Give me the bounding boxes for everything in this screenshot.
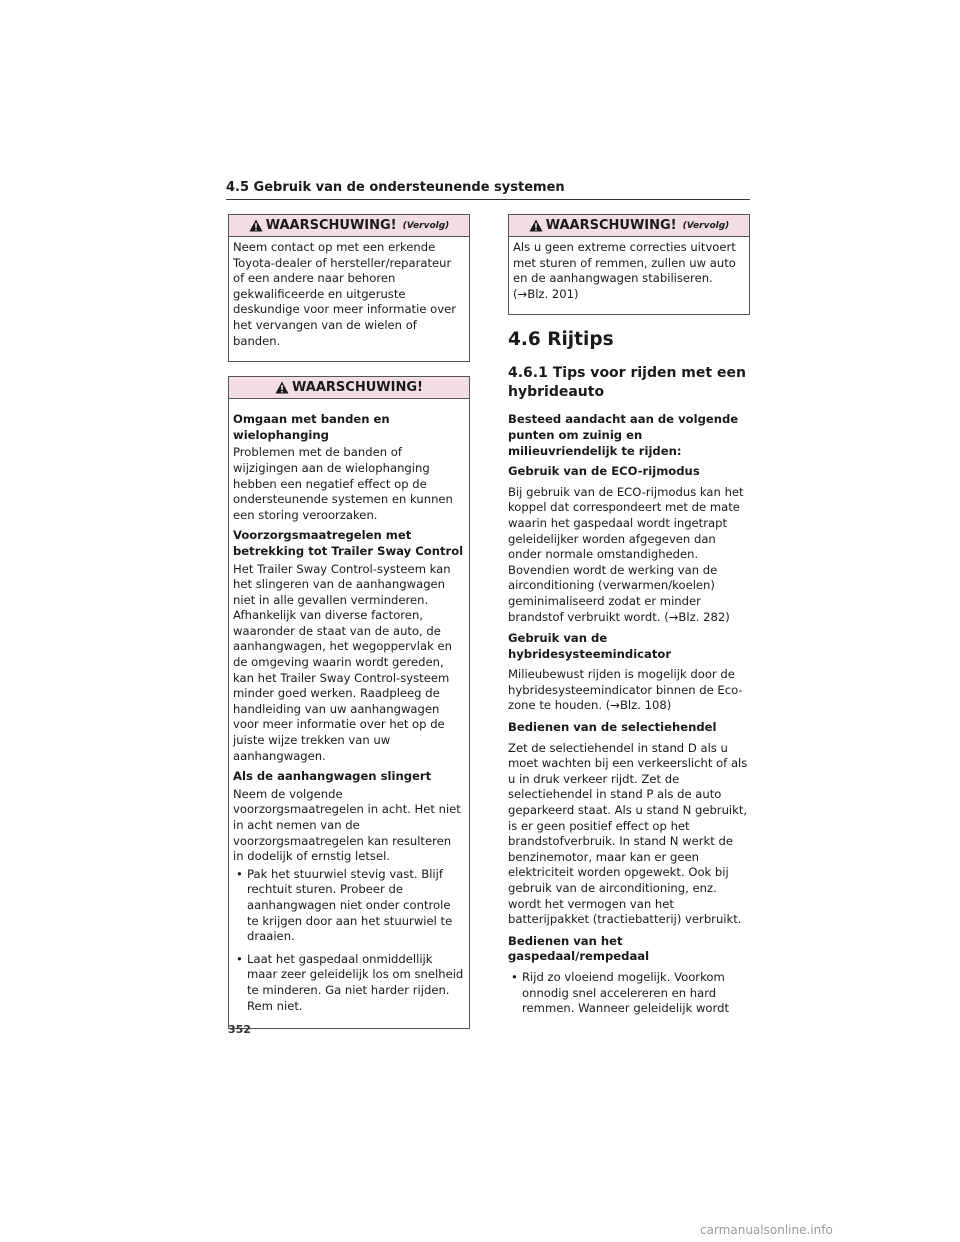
warning-header [229, 215, 469, 237]
warning-icon [249, 219, 263, 232]
warning-header [229, 377, 469, 399]
list-item: • Laat het gaspedaal onmiddellijk maar zeer geleidelijk los om snelheid te minderen. Ga niet harder rijden. Rem niet. [233, 952, 465, 1014]
subheading-eco-mode: Gebruik van de ECO-rijmodus [508, 464, 700, 479]
right-column [508, 214, 750, 1024]
warning-header [509, 215, 749, 237]
warning-body [229, 237, 469, 361]
bullet-list [233, 867, 465, 1014]
subheading-trailer-swaying: Als de aanhangwagen slingert [233, 769, 432, 784]
watermark: carmanualsonline.info [700, 1223, 833, 1237]
list-item: • Rijd zo vloeiend mogelijk. Voorkom onnodig snel accelereren en hard remmen. Wanneer geleidelijk wordt [508, 970, 750, 1017]
warning-box-continued [228, 214, 470, 362]
page-number: 352 [228, 1023, 251, 1036]
warning-text: Als u geen extreme correcties uitvoert met sturen of remmen, zullen uw auto en de aanhangwagen stabiliseren. (→Blz. 201) [513, 240, 736, 301]
warning-box-tyres [228, 376, 470, 1029]
subsection-title: 4.6.1 Tips voor rijden met een hybrideauto [508, 365, 746, 401]
paragraph-trailer-swaying: Neem de volgende voorzorgsmaatregelen in acht. Het niet in acht nemen van de voorzorgsmaatregelen kan resulteren in dodelijk of ernstig letsel. [233, 786, 461, 864]
warning-icon [275, 381, 289, 394]
warning-label: WAARSCHUWING! [545, 218, 677, 233]
warning-box-continued [508, 214, 750, 315]
intro-text: Besteed aandacht aan de volgende punten om zuinig en milieuvriendelijk te rijden: [508, 412, 739, 458]
warning-icon [529, 219, 543, 232]
warning-text: Neem contact op met een erkende Toyota-dealer of hersteller/reparateur of een andere naar behoren gekwalificeerde en uitgeruste deskundige voor meer informatie over het vervangen van de wielen of banden. [233, 240, 456, 348]
paragraph-shift-lever: Zet de selectiehendel in stand D als u moet wachten bij een verkeerslicht of als u in druk verkeer rijdt. Zet de selectiehendel in stand P als de auto geparkeerd staat. Als u stand N gebruikt, is er geen positief effect op het brandstofverbruik. In stand N werkt de benzinemotor, maar kan er geen elektriciteit worden opgewekt. Ook bij gebruik van de airconditioning, enz. wordt het vermogen van het batterijpakket (tractiebatterij) verbruikt. [508, 740, 748, 927]
running-header: 4.5 Gebruik van de ondersteunende systemen [226, 180, 750, 200]
subheading-hybrid-indicator: Gebruik van de hybridesysteemindicator [508, 631, 672, 661]
subheading-shift-lever: Bedienen van de selectiehendel [508, 720, 717, 735]
subheading-trailer-sway: Voorzorgsmaatregelen met betrekking tot Trailer Sway Control [233, 528, 464, 558]
warning-body [229, 399, 469, 1028]
paragraph-hybrid-indicator: Milieubewust rijden is mogelijk door de hybridesysteemindicator binnen de Eco-zone te houden. (→Blz. 108) [508, 667, 743, 713]
left-column [228, 214, 470, 1043]
warning-body [509, 237, 749, 314]
paragraph-eco-mode: Bij gebruik van de ECO-rijmodus kan het koppel dat correspondeert met de mate waarin het gaspedaal wordt ingetrapt geleidelijker worden afgegeven dan onder normale omstandigheden. Bovendien wordt de werking van de airconditioning (verwarmen/koelen) geminimaliseerd zodat er minder brandstof verbruikt wordt. (→Blz. 282) [508, 484, 744, 624]
list-item: • Pak het stuurwiel stevig vast. Blijf rechtuit sturen. Probeer de aanhangwagen niet onder controle te krijgen door aan het stuurwiel te draaien. [233, 867, 465, 945]
body-text [508, 412, 750, 1016]
warning-label: WAARSCHUWING! [265, 218, 397, 233]
bullet-list [508, 970, 750, 1017]
subheading-tyres: Omgaan met banden en wielophanging [233, 412, 390, 442]
continued-label: (Vervolg) [682, 220, 730, 231]
paragraph-trailer-sway: Het Trailer Sway Control-systeem kan het slingeren van de aanhangwagen niet in alle gevallen verminderen. Afhankelijk van diverse factoren, waaronder de staat van de auto, de aanhangwagen, het wegoppervlak en de omgeving waarin wordt gereden, kan het Trailer Sway Control-systeem minder goed werken. Raadpleeg de handleiding van uw aanhangwagen voor meer informatie over het op de juiste wijze trekken van uw aanhangwagen. [233, 561, 452, 763]
continued-label: (Vervolg) [402, 220, 450, 231]
paragraph-tyres: Problemen met de banden of wijzigingen aan de wielophanging hebben een negatief effect op de ondersteunende systemen en kunnen een storing veroorzaken. [233, 445, 453, 522]
warning-label: WAARSCHUWING! [292, 380, 423, 396]
section-title: 4.6 Rijtips [508, 329, 614, 351]
subheading-pedals: Bedienen van het gaspedaal/rempedaal [508, 933, 650, 964]
